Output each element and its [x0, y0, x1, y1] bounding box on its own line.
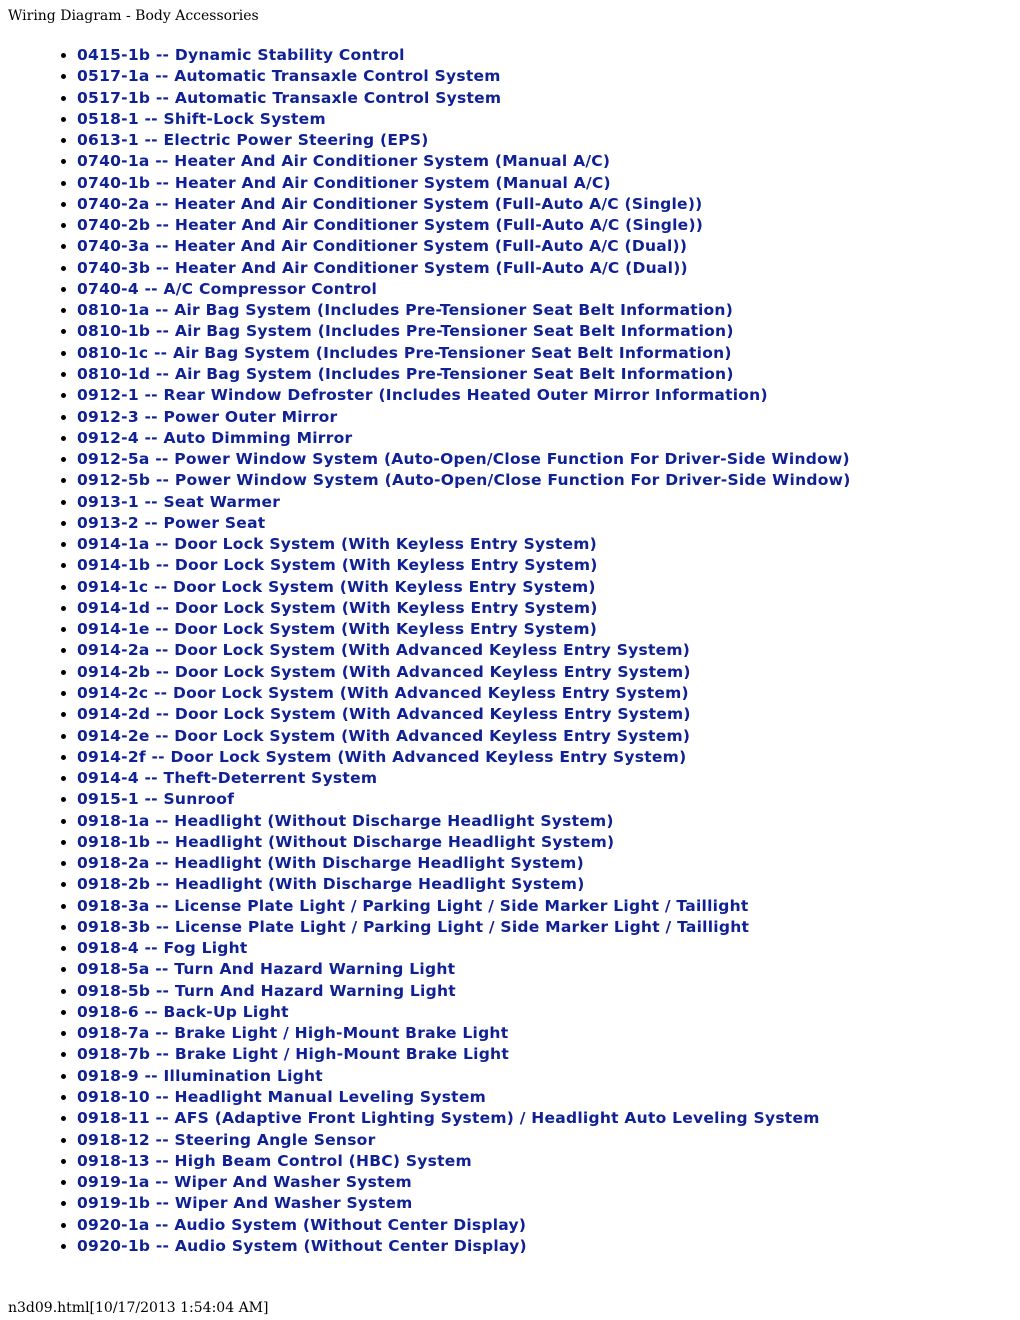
diagram-link[interactable]: 0914-2e -- Door Lock System (With Advanced Keyless Entry System) — [77, 726, 691, 745]
diagram-link[interactable]: 0810-1c -- Air Bag System (Includes Pre-Tensioner Seat Belt Information) — [77, 343, 732, 362]
diagram-link[interactable]: 0415-1b -- Dynamic Stability Control — [77, 46, 405, 64]
diagram-link[interactable]: 0918-3a -- License Plate Light / Parking Light / Side Marker Light / Taillight — [77, 896, 749, 915]
diagram-link[interactable]: 0912-5a -- Power Window System (Auto-Open/Close Function For Driver-Side Window) — [77, 450, 850, 469]
list-item — [77, 1172, 851, 1193]
list-item — [77, 449, 851, 470]
diagram-link[interactable]: 0913-1 -- Seat Warmer — [77, 492, 281, 511]
diagram-link[interactable]: 0810-1b -- Air Bag System (Includes Pre-Tensioner Seat Belt Information) — [77, 322, 734, 341]
diagram-link[interactable]: 0918-1a -- Headlight (Without Discharge Headlight System) — [77, 811, 614, 830]
diagram-link[interactable]: 0912-3 -- Power Outer Mirror — [77, 407, 338, 426]
diagram-link[interactable]: 0740-2a -- Heater And Air Conditioner System (Full-Auto A/C (Single)) — [77, 194, 703, 213]
list-item — [77, 981, 851, 1002]
list-item — [77, 1151, 851, 1172]
list-item — [77, 662, 851, 683]
diagram-link[interactable]: 0740-3b -- Heater And Air Conditioner System (Full-Auto A/C (Dual)) — [77, 258, 688, 277]
diagram-link[interactable]: 0918-2a -- Headlight (With Discharge Headlight System) — [77, 854, 584, 873]
diagram-link[interactable]: 0918-7a -- Brake Light / High-Mount Brake Light — [77, 1024, 509, 1043]
diagram-link[interactable]: 0920-1b -- Audio System (Without Center Display) — [77, 1236, 527, 1255]
list-item — [77, 640, 851, 661]
list-item — [77, 598, 851, 619]
page-footer: n3d09.html[10/17/2013 1:54:04 AM] — [8, 1300, 269, 1316]
page-title: Wiring Diagram - Body Accessories — [8, 8, 259, 24]
diagram-link[interactable]: 0914-2c -- Door Lock System (With Advanced Keyless Entry System) — [77, 683, 689, 702]
diagram-link[interactable]: 0914-1a -- Door Lock System (With Keyless Entry System) — [77, 535, 597, 554]
list-item — [77, 789, 851, 810]
list-item — [77, 1087, 851, 1108]
list-item — [77, 151, 851, 172]
list-item — [77, 832, 851, 853]
diagram-link[interactable]: 0613-1 -- Electric Power Steering (EPS) — [77, 131, 429, 150]
list-item — [77, 853, 851, 874]
list-item — [77, 1002, 851, 1023]
list-item — [77, 1023, 851, 1044]
list-item — [77, 577, 851, 598]
diagram-link[interactable]: 0810-1a -- Air Bag System (Includes Pre-Tensioner Seat Belt Information) — [77, 301, 734, 320]
list-item — [77, 1044, 851, 1065]
diagram-link[interactable]: 0918-1b -- Headlight (Without Discharge Headlight System) — [77, 832, 615, 851]
list-item — [77, 555, 851, 576]
diagram-link[interactable]: 0918-5b -- Turn And Hazard Warning Light — [77, 981, 456, 1000]
diagram-link[interactable]: 0915-1 -- Sunroof — [77, 790, 235, 809]
list-item — [77, 811, 851, 832]
list-item — [77, 88, 851, 109]
list-item — [77, 1066, 851, 1087]
list-item — [77, 364, 851, 385]
list-item — [77, 704, 851, 725]
list-item — [77, 747, 851, 768]
list-item — [77, 45, 851, 66]
list-item — [77, 917, 851, 938]
list-item — [77, 874, 851, 895]
diagram-link[interactable]: 0918-10 -- Headlight Manual Leveling System — [77, 1088, 486, 1107]
diagram-link[interactable]: 0912-4 -- Auto Dimming Mirror — [77, 428, 353, 447]
diagram-link[interactable]: 0914-1e -- Door Lock System (With Keyless Entry System) — [77, 620, 598, 639]
list-item — [77, 428, 851, 449]
list-item — [77, 215, 851, 236]
list-item — [77, 236, 851, 257]
diagram-link[interactable]: 0919-1b -- Wiper And Washer System — [77, 1194, 413, 1213]
list-item — [77, 726, 851, 747]
diagram-link[interactable]: 0517-1b -- Automatic Transaxle Control System — [77, 88, 502, 107]
diagram-link[interactable]: 0913-2 -- Power Seat — [77, 513, 266, 532]
list-item — [77, 492, 851, 513]
diagram-link[interactable]: 0740-1b -- Heater And Air Conditioner System (Manual A/C) — [77, 173, 611, 192]
diagram-link[interactable]: 0912-5b -- Power Window System (Auto-Open/Close Function For Driver-Side Window) — [77, 471, 851, 490]
list-item — [77, 343, 851, 364]
list-item — [77, 279, 851, 300]
diagram-link[interactable]: 0918-6 -- Back-Up Light — [77, 1002, 289, 1021]
list-item — [77, 1193, 851, 1214]
diagram-link[interactable]: 0914-2b -- Door Lock System (With Advanced Keyless Entry System) — [77, 662, 691, 681]
diagram-link[interactable]: 0912-1 -- Rear Window Defroster (Includes Heated Outer Mirror Information) — [77, 386, 768, 405]
diagram-link[interactable]: 0914-2d -- Door Lock System (With Advanced Keyless Entry System) — [77, 705, 691, 724]
list-item — [77, 66, 851, 87]
diagram-link[interactable]: 0919-1a -- Wiper And Washer System — [77, 1173, 412, 1192]
diagram-link[interactable]: 0918-4 -- Fog Light — [77, 939, 248, 958]
diagram-link[interactable]: 0920-1a -- Audio System (Without Center Display) — [77, 1215, 527, 1234]
list-item — [77, 683, 851, 704]
list-item — [77, 130, 851, 151]
list-item — [77, 407, 851, 428]
list-item — [77, 619, 851, 640]
list-item — [77, 938, 851, 959]
diagram-link[interactable]: 0918-13 -- High Beam Control (HBC) System — [77, 1151, 472, 1170]
list-item — [77, 1236, 851, 1257]
diagram-link[interactable]: 0914-2f -- Door Lock System (With Advanced Keyless Entry System) — [77, 747, 687, 766]
list-item — [77, 534, 851, 555]
diagram-link-list — [0, 45, 851, 1257]
diagram-link[interactable]: 0740-4 -- A/C Compressor Control — [77, 279, 378, 298]
diagram-link[interactable]: 0918-9 -- Illumination Light — [77, 1066, 323, 1085]
diagram-link[interactable]: 0517-1a -- Automatic Transaxle Control System — [77, 67, 501, 86]
diagram-link[interactable]: 0918-3b -- License Plate Light / Parking Light / Side Marker Light / Taillight — [77, 917, 750, 936]
diagram-link[interactable]: 0918-11 -- AFS (Adaptive Front Lighting System) / Headlight Auto Leveling System — [77, 1109, 820, 1128]
list-item — [77, 959, 851, 980]
diagram-link[interactable]: 0740-2b -- Heater And Air Conditioner System (Full-Auto A/C (Single)) — [77, 216, 704, 235]
diagram-link[interactable]: 0518-1 -- Shift-Lock System — [77, 109, 326, 128]
diagram-link[interactable]: 0918-5a -- Turn And Hazard Warning Light — [77, 960, 456, 979]
diagram-link[interactable]: 0914-1c -- Door Lock System (With Keyless Entry System) — [77, 577, 596, 596]
diagram-link[interactable]: 0918-12 -- Steering Angle Sensor — [77, 1130, 376, 1149]
diagram-link[interactable]: 0918-2b -- Headlight (With Discharge Headlight System) — [77, 875, 585, 894]
list-item — [77, 896, 851, 917]
diagram-link[interactable]: 0740-1a -- Heater And Air Conditioner System (Manual A/C) — [77, 152, 611, 171]
diagram-link[interactable]: 0914-1b -- Door Lock System (With Keyless Entry System) — [77, 556, 598, 575]
diagram-link[interactable]: 0914-1d -- Door Lock System (With Keyless Entry System) — [77, 598, 598, 617]
list-item — [77, 321, 851, 342]
list-item — [77, 1215, 851, 1236]
diagram-link[interactable]: 0740-3a -- Heater And Air Conditioner System (Full-Auto A/C (Dual)) — [77, 237, 688, 256]
diagram-link[interactable]: 0810-1d -- Air Bag System (Includes Pre-Tensioner Seat Belt Information) — [77, 364, 734, 383]
list-item — [77, 109, 851, 130]
list-item — [77, 1130, 851, 1151]
list-item — [77, 300, 851, 321]
list-item — [77, 1108, 851, 1129]
diagram-link[interactable]: 0914-4 -- Theft-Deterrent System — [77, 769, 378, 788]
diagram-link[interactable]: 0914-2a -- Door Lock System (With Advanced Keyless Entry System) — [77, 641, 691, 660]
list-item — [77, 173, 851, 194]
list-item — [77, 470, 851, 491]
list-item — [77, 513, 851, 534]
list-item — [77, 385, 851, 406]
list-item — [77, 768, 851, 789]
list-item — [77, 194, 851, 215]
list-item — [77, 258, 851, 279]
diagram-link[interactable]: 0918-7b -- Brake Light / High-Mount Brake Light — [77, 1045, 510, 1064]
